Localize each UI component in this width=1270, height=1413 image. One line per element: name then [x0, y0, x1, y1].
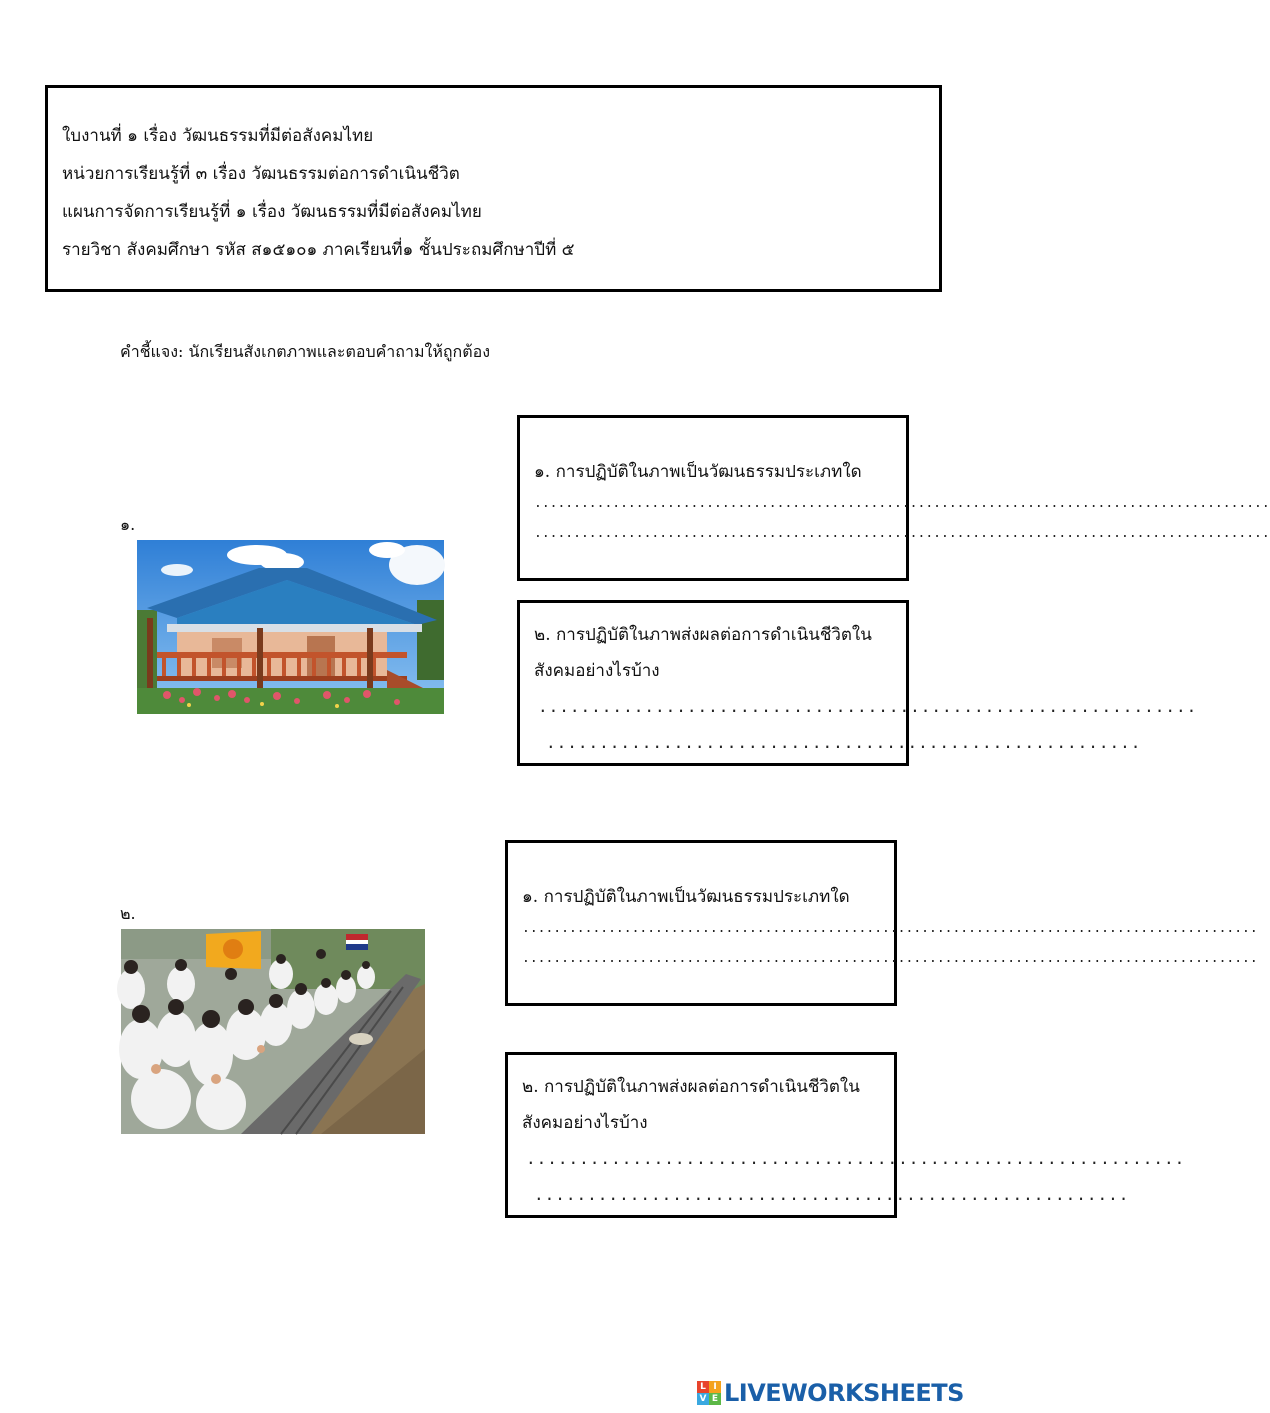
item1-question1-answer-line-1[interactable]: .............................................................................................. [534, 496, 1270, 511]
worksheet-header-box [45, 85, 942, 292]
item2-question1-answer-line-2[interactable]: .............................................................................................. [522, 951, 1258, 966]
instruction-text: คำชี้แจง: นักเรียนสังเกตภาพและตอบคำถามให้ถูกต้อง [120, 342, 491, 361]
header-line-lesson-plan: แผนการจัดการเรียนรู้ที่ ๑ เรื่อง วัฒนธรรมที่มีต่อสังคมไทย [62, 202, 482, 222]
item2-question2-answer-line-1[interactable]: .............................................................. [526, 1149, 1186, 1168]
item2-question2-text-line-1: ๒. การปฏิบัติในภาพส่งผลต่อการดำเนินชีวิตใน [522, 1077, 860, 1097]
item1-question1-text: ๑. การปฏิบัติในภาพเป็นวัฒนธรรมประเภทใด [534, 462, 862, 482]
item-number-1: ๑. [120, 515, 136, 534]
item2-question1-text: ๑. การปฏิบัติในภาพเป็นวัฒนธรรมประเภทใด [522, 887, 850, 907]
item2-question2-text-line-2: สังคมอย่างไรบ้าง [522, 1113, 648, 1133]
item1-question1-answer-line-2[interactable]: .............................................................................................. [534, 526, 1270, 541]
item1-question2-box [517, 600, 1198, 766]
item2-question2-box [505, 1052, 1186, 1218]
logo-mark-letter: I [709, 1381, 721, 1393]
liveworksheets-logo[interactable] [697, 1378, 964, 1408]
logo-mark-letter: V [697, 1393, 709, 1405]
item-number-2: ๒. [120, 904, 136, 923]
liveworksheets-brand-text: LIVEWORKSHEETS [724, 1379, 964, 1407]
header-line-learning-unit: หน่วยการเรียนรู้ที่ ๓ เรื่อง วัฒนธรรมต่อการดำเนินชีวิต [62, 164, 460, 184]
item2-question1-box [505, 840, 1258, 1006]
header-line-worksheet-title: ใบงานที่ ๑ เรื่อง วัฒนธรรมที่มีต่อสังคมไทย [62, 126, 374, 146]
liveworksheets-logo-icon [697, 1381, 721, 1405]
merit-release-photo [121, 929, 425, 1134]
item1-question2-text-line-1: ๒. การปฏิบัติในภาพส่งผลต่อการดำเนินชีวิตใน [534, 625, 872, 645]
item1-question2-answer-line-1[interactable]: .............................................................. [538, 697, 1198, 716]
thai-house-photo [137, 540, 444, 714]
thai-house-image [137, 540, 444, 714]
header-line-subject-info: รายวิชา สังคมศึกษา รหัส ส๑๕๑๐๑ ภาคเรียนที่๑ ชั้นประถมศึกษาปีที่ ๕ [62, 240, 575, 260]
item1-question2-text-line-2: สังคมอย่างไรบ้าง [534, 661, 660, 681]
logo-mark-letter: E [709, 1393, 721, 1405]
merit-release-image [121, 929, 425, 1134]
item2-question1-answer-line-1[interactable]: .............................................................................................. [522, 921, 1258, 936]
item1-question2-answer-line-2[interactable]: ........................................................ [546, 733, 1142, 752]
logo-mark-letter: L [697, 1381, 709, 1393]
item1-question1-box [517, 415, 1270, 581]
item2-question2-answer-line-2[interactable]: ........................................................ [534, 1185, 1130, 1204]
